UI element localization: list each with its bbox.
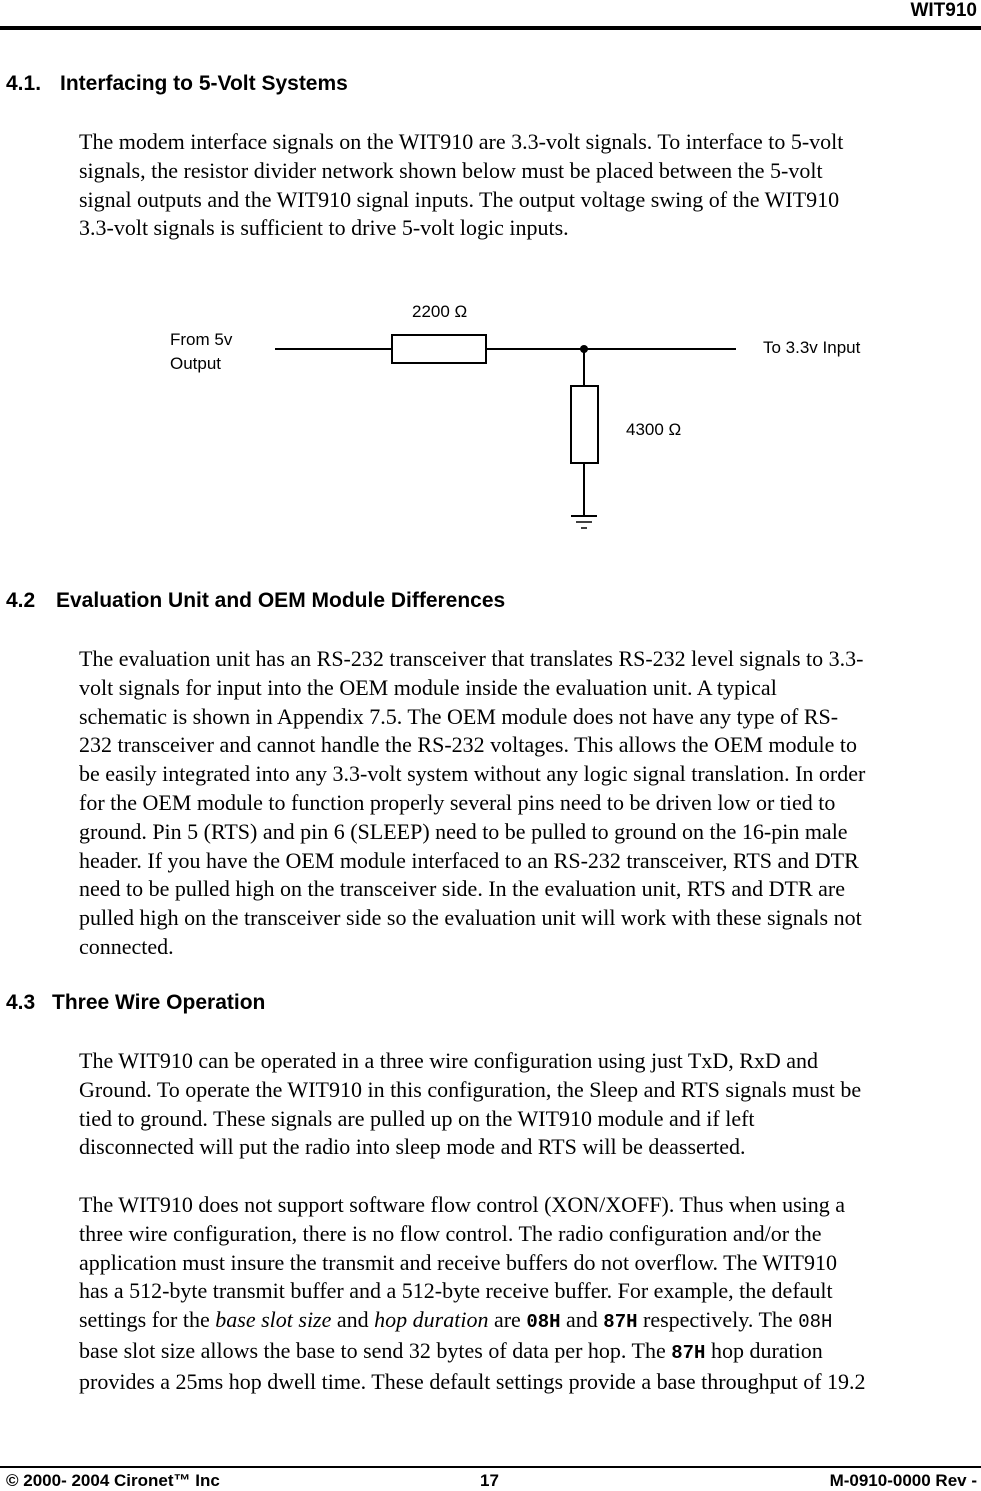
text-line: provides a 25ms hop dwell time. These default settings provide a base throughput of 19.2: [79, 1368, 866, 1394]
text-line: ground. Pin 5 (RTS) and pin 6 (SLEEP) need to be pulled to ground on the 16-pin male: [79, 818, 848, 844]
r1-label: 2200 Ω: [412, 302, 468, 321]
text-line: pulled high on the transceiver side so the evaluation unit will work with these signals not: [79, 905, 862, 931]
text-line: disconnected will put the radio into sleep mode and RTS will be deasserted.: [79, 1134, 746, 1160]
text-line: header. If you have the OEM module interfaced to an RS-232 transceiver, RTS and DTR: [79, 847, 859, 873]
text-run: settings for the: [79, 1307, 216, 1333]
section-title: Interfacing to 5-Volt Systems: [60, 72, 348, 95]
text-line: The modem interface signals on the WIT910 are 3.3-volt signals. To interface to 5-volt: [79, 129, 844, 154]
text-line: schematic is shown in Appendix 7.5. The OEM module does not have any type of RS-: [79, 703, 839, 729]
section-4-2-paragraph: [79, 645, 981, 962]
footer-page-number: 17: [480, 1471, 499, 1490]
text-run: and: [331, 1307, 375, 1333]
resistor-4300: [571, 386, 598, 463]
text-line: signal outputs and the WIT910 signal inputs. The output voltage swing of the WIT910: [79, 186, 840, 212]
text-line: The WIT910 does not support software flow control (XON/XOFF). Thus when using a: [79, 1192, 846, 1217]
text-line: three wire configuration, there is no flow control. The radio configuration and/or the: [79, 1220, 822, 1246]
from-label-line1: From 5v: [170, 330, 233, 349]
text-line: need to be pulled high on the transceiver side. In the evaluation unit, RTS and DTR are: [79, 876, 846, 902]
term-hop-duration: hop duration: [374, 1307, 489, 1333]
section-4-1-paragraph: [79, 128, 981, 243]
to-label: To 3.3v Input: [763, 338, 861, 357]
section-4-3-paragraph-2: [79, 1191, 981, 1397]
section-number: 4.2: [6, 589, 36, 612]
from-label-line2: Output: [170, 354, 222, 373]
text-line: The WIT910 can be operated in a three wire configuration using just TxD, RxD and: [79, 1048, 819, 1073]
footer-doc-id: M-0910-0000 Rev -: [829, 1471, 977, 1490]
text-line: Ground. To operate the WIT910 in this configuration, the Sleep and RTS signals must be: [79, 1076, 862, 1102]
text-line: 232 transceiver and cannot handle the RS-232 voltages. This allows the OEM module to: [79, 732, 857, 758]
section-4-3-heading: [6, 991, 265, 1015]
text-line: The evaluation unit has an RS-232 transceiver that translates RS-232 level signals to 3.3-: [79, 646, 864, 671]
text-run: are: [488, 1307, 527, 1333]
footer-rule: [0, 1466, 981, 1468]
code-value: 08H: [526, 1311, 561, 1334]
header-title: WIT910: [910, 0, 977, 21]
resistor-divider-diagram: [160, 290, 900, 540]
text-run: respectively. The: [637, 1307, 799, 1333]
section-number: 4.1.: [6, 72, 42, 95]
section-title: Evaluation Unit and OEM Module Differences: [56, 589, 506, 612]
resistor-2200: [392, 335, 486, 363]
section-4-2-heading: [6, 589, 505, 613]
text-line: be easily integrated into any 3.3-volt system without any logic signal translation. In order: [79, 761, 866, 787]
text-line: has a 512-byte transmit buffer and a 512-byte receive buffer. For example, the default: [79, 1278, 833, 1304]
section-4-3-paragraph-1: [79, 1047, 981, 1162]
section-number: 4.3: [6, 991, 36, 1014]
term-base-slot-size: base slot size: [215, 1307, 332, 1333]
text-line: signals, the resistor divider network shown below must be placed between the 5-volt: [79, 157, 823, 183]
section-4-1-heading: [6, 72, 348, 96]
text-line: [79, 1306, 981, 1337]
text-line: for the OEM module to function properly several pins need to be driven low or tied to: [79, 789, 836, 815]
text-line: volt signals for input into the OEM module inside the evaluation unit. A typical: [79, 674, 777, 700]
text-run: and: [560, 1307, 604, 1333]
header-rule: [0, 26, 981, 30]
code-value: 87H: [671, 1341, 706, 1364]
text-line: connected.: [79, 933, 174, 959]
text-run: hop duration: [705, 1337, 823, 1363]
text-line: [79, 1337, 981, 1368]
text-line: 3.3-volt signals is sufficient to drive 5-volt logic inputs.: [79, 215, 569, 241]
text-line: tied to ground. These signals are pulled up on the WIT910 module and if left: [79, 1105, 755, 1131]
code-value: 08H: [798, 1311, 833, 1334]
text-run: base slot size allows the base to send 32 bytes of data per hop. The: [79, 1337, 672, 1363]
section-title: Three Wire Operation: [52, 991, 266, 1014]
ground-icon: [571, 516, 597, 528]
footer-copyright: © 2000- 2004 Cironet™ Inc: [6, 1471, 220, 1490]
code-value: 87H: [603, 1311, 638, 1334]
text-line: application must insure the transmit and receive buffers do not overflow. The WIT910: [79, 1249, 837, 1275]
r2-label: 4300 Ω: [626, 420, 682, 439]
